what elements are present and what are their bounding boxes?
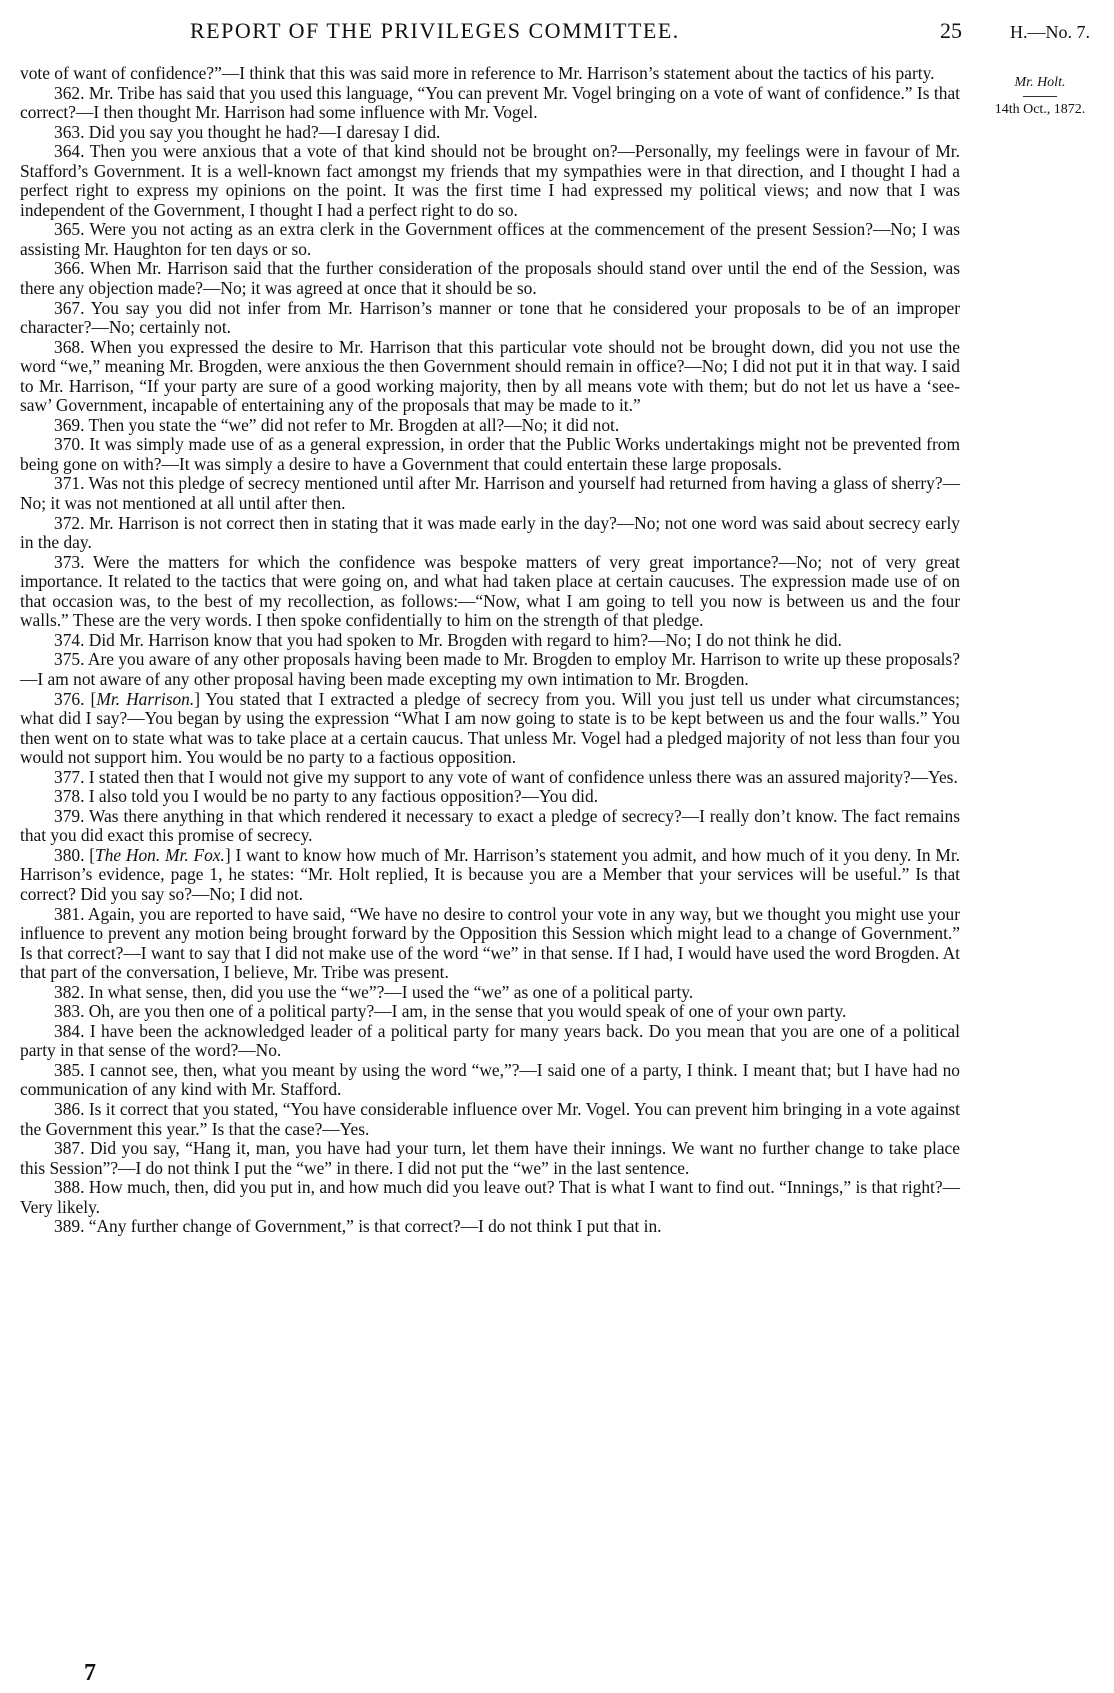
- page-number: 25: [940, 18, 962, 43]
- testimony-paragraph: 364. Then you were anxious that a vote of that kind should not be brought on?—Personally, my feelings were in favour of Mr. Stafford’s Government. It is a well-known fact amongst my friends that my sympathies were in that direction, and I thought I had a perfect right to express my opinions on the point. It was the first time I had expressed my political views; and now that I was independent of the Government, I thought I had a perfect right to do so.: [20, 141, 960, 220]
- testimony-paragraph: vote of want of confidence?”—I think that this was said more in reference to Mr. Harrison’s statement about the tactics of his party.: [20, 63, 935, 83]
- testimony-paragraph: 371. Was not this pledge of secrecy mentioned until after Mr. Harrison and yourself had returned from having a glass of sherry?—No; it was not mentioned at all until after then.: [20, 473, 960, 514]
- testimony-paragraph: 374. Did Mr. Harrison know that you had spoken to Mr. Brogden with regard to him?—No; I do not think he did.: [54, 629, 842, 650]
- testimony-body: [20, 64, 960, 1237]
- testimony-paragraph: 368. When you expressed the desire to Mr. Harrison that this particular vote should not be brought down, did you not use the word “we,” meaning Mr. Brogden, were anxious the then Government should remain in office?—No; I did not put it in that way. I said to Mr. Harrison, “If your party are sure of a good working majority, then by all means vote with them; but do not let us have a ‘see-saw’ Government, incapable of entertaining any of the proposals that may be made to it.”: [20, 336, 960, 416]
- testimony-paragraph: 363. Did you say you thought he had?—I daresay I did.: [54, 121, 441, 142]
- testimony-paragraph: 372. Mr. Harrison is not correct then in stating that it was made early in the day?—No; not one word was said about secrecy early in the day.: [20, 512, 960, 553]
- running-header: [0, 16, 1114, 46]
- testimony-paragraph: 383. Oh, are you then one of a political party?—I am, in the sense that you would speak of one of your own party.: [54, 1001, 847, 1022]
- margin-rule: [1023, 96, 1057, 97]
- testimony-paragraph: 366. When Mr. Harrison said that the further consideration of the proposals should stand over until the end of the Session, was there any objection made?—No; it was agreed at once that it should be so.: [20, 258, 960, 299]
- testimony-paragraph: 373. Were the matters for which the confidence was bespoke matters of very great importance?—No; not of very great importance. It related to the tactics that were going on, and what had taken place at certain caucuses. The expression made use of on that occasion was, to the best of my recollection, as follows:—“Now, what I am going to tell you now is between us and the four walls.” These are the very words. I then spoke confidentially to him on the strength of that pledge.: [20, 551, 960, 631]
- testimony-paragraph: 378. I also told you I would be no party to any factious opposition?—You did.: [54, 786, 599, 807]
- testimony-paragraph: 381. Again, you are reported to have said, “We have no desire to control your vote in any way, but we thought you might use your influence to prevent any motion being brought forward by the Opposition this Session which might lead to a change of Government.” Is that correct?—I want to say that I did not make use of the word “we” in that sense. If I had, I would have used the word Brogden. At that part of the conversation, I believe, Mr. Tribe was present.: [20, 903, 960, 983]
- signature-number: 7: [84, 1660, 96, 1686]
- testimony-paragraph: 380. [The Hon. Mr. Fox.] I want to know how much of Mr. Harrison’s statement you admit, and how much of it you deny. In Mr. Harrison’s evidence, page 1, he states: “Mr. Holt replied, It is because you are a Member that your services will be useful.” Is that correct? Did you say so?—No; I did not.: [20, 844, 961, 904]
- header-title: REPORT OF THE PRIVILEGES COMMITTEE.: [190, 18, 680, 43]
- testimony-paragraph: 382. In what sense, then, did you use the “we”?—I used the “we” as one of a political party.: [54, 981, 694, 1002]
- testimony-paragraph: 386. Is it correct that you stated, “You have considerable influence over Mr. Vogel. You can prevent him bringing in a vote against the Government this year.” Is that the case?—Yes.: [20, 1098, 960, 1139]
- testimony-paragraph: 365. Were you not acting as an extra clerk in the Government offices at the commencement of the present Session?—No; I was assisting Mr. Haughton for ten days or so.: [20, 219, 960, 259]
- testimony-paragraph: 389. “Any further change of Government,” is that correct?—I do not think I put that in.: [54, 1216, 662, 1237]
- testimony-paragraph: 367. You say you did not infer from Mr. Harrison’s manner or tone that he considered your proposals to be of an improper character?—No; certainly not.: [20, 297, 960, 338]
- margin-note: [978, 72, 1102, 121]
- testimony-paragraph: 375. Are you aware of any other proposals having been made to Mr. Brogden to employ Mr. Harrison to write up these proposals?—I am not aware of any other proposal having been made excepting my own intimation to Mr. Brogden.: [20, 649, 960, 689]
- speaker-name: The Hon. Mr. Fox.: [95, 844, 225, 865]
- testimony-paragraph: 379. Was there anything in that which rendered it necessary to exact a pledge of secrecy?—I really don’t know. The fact remains that you did exact this promise of secrecy.: [20, 805, 960, 846]
- document-reference: H.—No. 7.: [1010, 22, 1090, 42]
- testimony-paragraph: 377. I stated then that I would not give my support to any vote of want of confidence unless there was an assured majority?—Yes.: [54, 766, 958, 787]
- margin-date: 14th Oct., 1872.: [994, 102, 1086, 117]
- testimony-paragraph: 387. Did you say, “Hang it, man, you have had your turn, let them have their innings. We want no further change to take place this Session”?—I do not think I put the “we” in there. I did not put the “we” in the last sentence.: [20, 1138, 960, 1178]
- margin-witness: Mr. Holt.: [1014, 75, 1066, 90]
- testimony-paragraph: 370. It was simply made use of as a general expression, in order that the Public Works undertakings might not be prevented from being gone on with?—It was simply a desire to have a Government that could entertain these large proposals.: [20, 434, 960, 474]
- testimony-paragraph: 388. How much, then, did you put in, and how much did you leave out? That is what I want to find out. “Innings,” is that right?—Very likely.: [20, 1177, 960, 1217]
- testimony-paragraph: 362. Mr. Tribe has said that you used this language, “You can prevent Mr. Vogel bringing on a vote of want of confidence.” Is that correct?—I then thought Mr. Harrison had some influence with Mr. Vogel.: [20, 82, 960, 123]
- testimony-paragraph: 384. I have been the acknowledged leader of a political party for many years back. Do you mean that you are one of a political party in that sense of the word?—No.: [20, 1020, 960, 1061]
- testimony-paragraph: 369. Then you state the “we” did not refer to Mr. Brogden at all?—No; it did not.: [54, 414, 620, 435]
- speaker-name: Mr. Harrison.: [96, 688, 195, 709]
- testimony-paragraph: 376. [Mr. Harrison.] You stated that I extracted a pledge of secrecy from you. Will you just tell us under what circumstances; what did I say?—You began by using the expression “What I am now going to state is to be kept between us and the four walls.” You then went on to state what was to take place at a certain caucus. That unless Mr. Vogel had a pledged majority of not less than four you would not support him. You would be no party to a factious opposition.: [20, 688, 961, 768]
- testimony-paragraph: 385. I cannot see, then, what you meant by using the word “we,”?—I said one of a party, I think. I meant that; but I have had no communication of any kind with Mr. Stafford.: [20, 1059, 960, 1100]
